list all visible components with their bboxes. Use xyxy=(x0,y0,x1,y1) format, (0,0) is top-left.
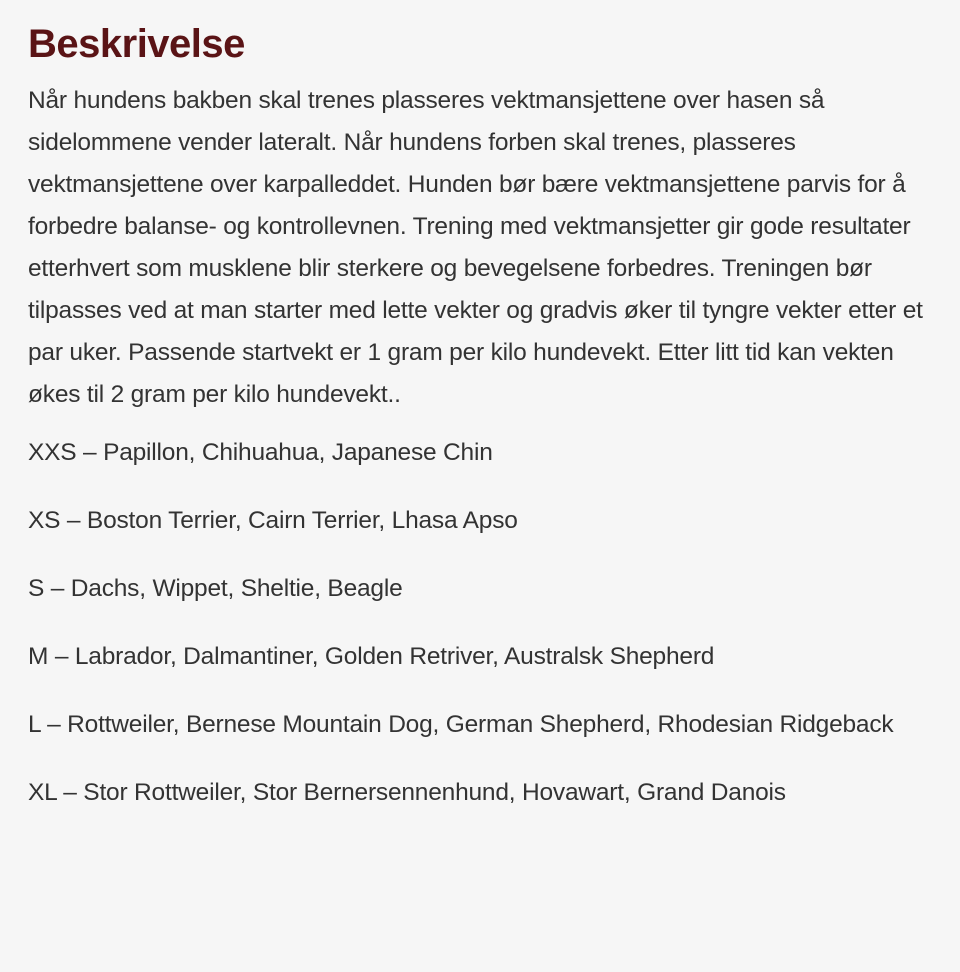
size-xxs: XXS – Papillon, Chihuahua, Japanese Chin xyxy=(28,439,493,466)
section-title: Beskrivelse xyxy=(28,22,245,66)
size-m: M – Labrador, Dalmantiner, Golden Retriver, Australsk Shepherd xyxy=(28,643,715,670)
size-xs: XS – Boston Terrier, Cairn Terrier, Lhasa Apso xyxy=(28,507,518,534)
description-paragraph: Når hundens bakben skal trenes plasseres vektmansjettene over hasen så sidelommene vender lateralt. Når hundens forben skal trenes, plasseres vektmansjettene over karpalleddet. Hunden bør bære vektmansjettene parvis for å forbedre balanse- og kontrollevnen. Trening med vektmansjetter gir gode resultater etterhvert som musklene blir sterkere og bevegelsene forbedres. Treningen bør tilpasses ved at man starter med lette vekter og gradvis øker til tyngre vekter etter et par uker. Passende startvekt er 1 gram per kilo hundevekt. Etter litt tid kan vekten økes til 2 gram per kilo hundevekt.. xyxy=(28,87,923,408)
size-s: S – Dachs, Wippet, Sheltie, Beagle xyxy=(28,575,403,602)
size-xl: XL – Stor Rottweiler, Stor Bernersennenhund, Hovawart, Grand Danois xyxy=(28,779,786,806)
size-l: L – Rottweiler, Bernese Mountain Dog, German Shepherd, Rhodesian Ridgeback xyxy=(28,711,894,738)
